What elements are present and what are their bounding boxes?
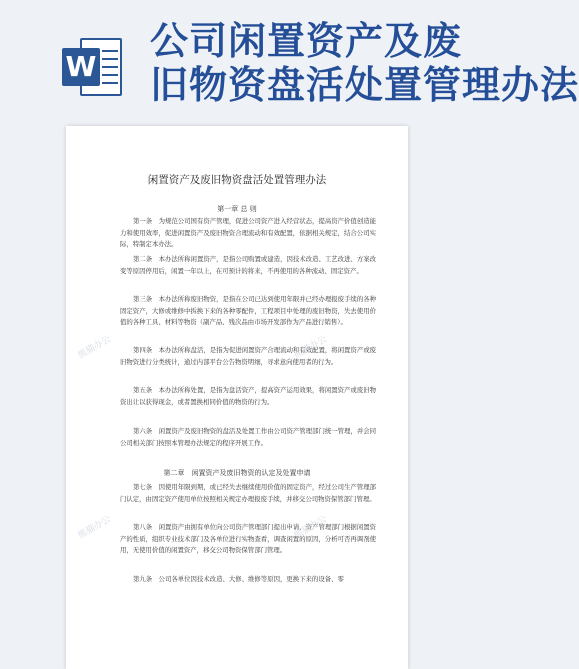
watermark: 熊猫办公 bbox=[292, 334, 329, 362]
header-banner bbox=[0, 0, 579, 118]
article-paragraph: 第八条 闲置资产由拥有单位向公司资产管理部门提出申请，资产管理部门根据闲置资产的性质，组织专业技术部门及各单位进行实物查看，调查闲置的原因，分析可否再调剂使用，无使用价值的闲置资产，移交公司物资保管部门管理。 bbox=[120, 523, 376, 555]
article-paragraph: 第九条 公司各单位因技术改造、大修、维修等原因，更换下来的设备、零 bbox=[133, 575, 344, 583]
banner-title-line1: 公司闲置资产及废 bbox=[150, 19, 463, 63]
watermark: 熊猫办公 bbox=[76, 334, 113, 362]
chapter-heading: 第二章 闲置资产及废旧物资的认定及处置申请 bbox=[163, 469, 311, 477]
article-paragraph: 第一条 为规范公司国有资产管理，促进公司资产进入经营状态，提高资产价值创造能力和使用效率，促进闲置资产及废旧物资合理流动和有效配置，依据相关规定，结合公司实际，特制定本办法。 bbox=[120, 217, 376, 249]
document-title: 闲置资产及废旧物资盘活处置管理办法 bbox=[147, 174, 327, 186]
article-paragraph: 第四条 本办法所称盘活，是指为促进闲置资产合理流动和有效配置，将闲置资产或废旧物资进行分类统计，通过内部平台公告物资明细，寻求意向使用者的行为。 bbox=[120, 346, 376, 366]
article-paragraph: 第五条 本办法所称处置，是指为盘活资产，提高资产运用效果，将闲置资产或废旧物资出让以获得现金，或者置换相同价值的物资的行为。 bbox=[120, 386, 376, 406]
chapter-heading: 第一章 总 则 bbox=[217, 205, 257, 213]
watermark: 熊猫办公 bbox=[292, 514, 329, 542]
article-paragraph: 第七条 因使用年限到期，或已经失去继续使用价值的固定资产，经过公司生产管理部门认定，由固定资产使用单位按照相关规定办理报废手续，并移交公司物资保管部门管理。 bbox=[120, 483, 376, 503]
article-paragraph: 第六条 闲置资产及废旧物资的盘活及处置工作由公司资产管理部门统一管理，并会同公司相关部门按照本管理办法规定的程序开展工作。 bbox=[120, 427, 376, 447]
word-doc-icon bbox=[62, 34, 124, 100]
document-page bbox=[66, 126, 408, 669]
article-paragraph: 第二条 本办法所称闲置资产，是指公司购置或建造，因技术改造、工艺改进、方案改变等原因停用后，闲置一年以上，在可预计的将来，不再使用的各种流动、固定资产。 bbox=[120, 255, 376, 275]
banner-title-line2: 旧物资盘活处置管理办法 bbox=[150, 63, 579, 107]
word-letter: W bbox=[62, 48, 100, 86]
article-paragraph: 第三条 本办法所称废旧物资，是指在公司已达到使用年限并已经办理报废手续的各种固定资产，大修或维修中拆换下来的各种零配件，工程项目中处理的废旧物资，失去使用价值的各种工具、材料等物资（副产品、残次品由市场开发部作为产品进行销售）。 bbox=[120, 295, 376, 327]
watermark: 熊猫办公 bbox=[76, 514, 113, 542]
